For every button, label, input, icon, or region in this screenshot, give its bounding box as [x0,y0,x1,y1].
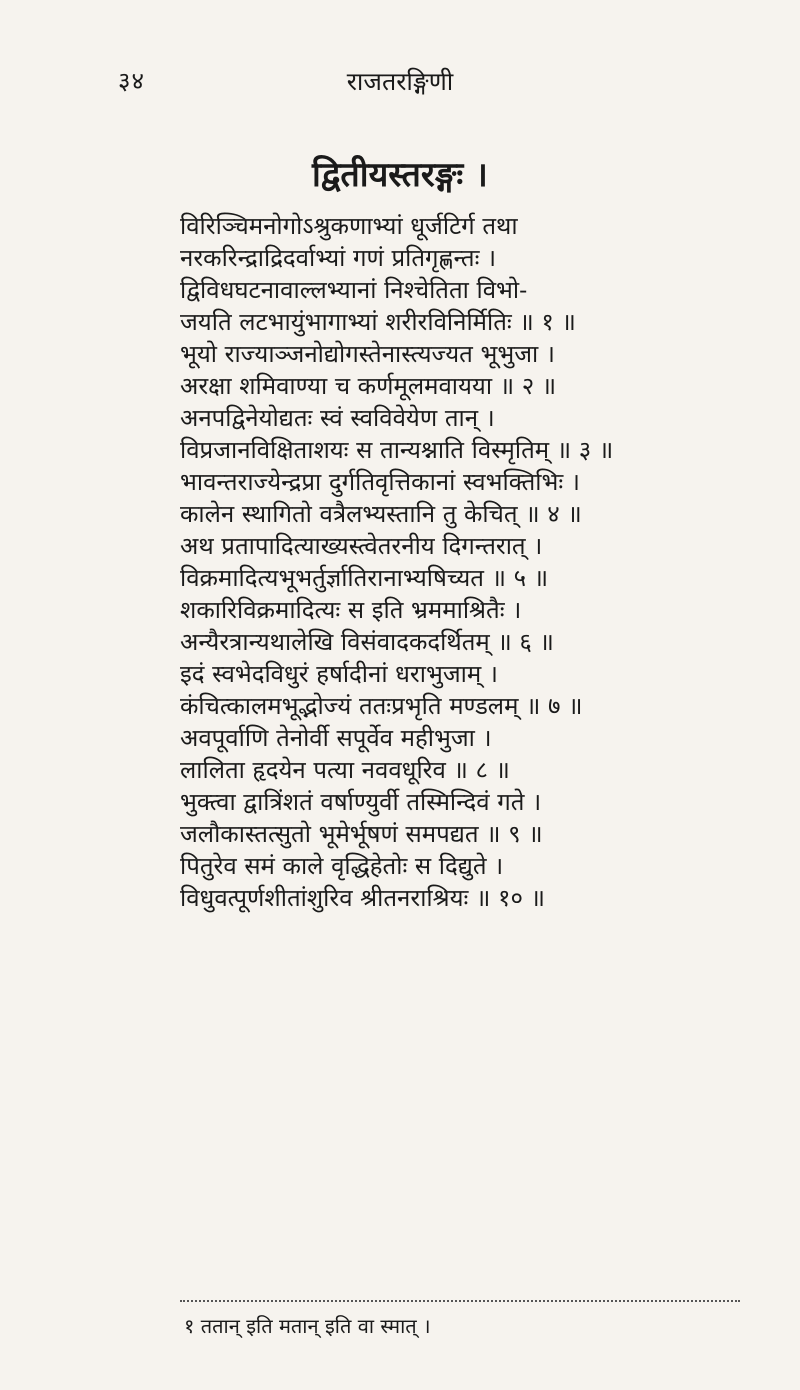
verse-line: लालिता हृदयेन पत्या नववधूरिव ॥ ८ ॥ [180,756,510,784]
verse-line: कालेन स्थागितो वत्रैलभ्यस्तानि तु केचित् ॥ ४ ॥ [180,500,582,528]
verse-line: भूयो राज्याञ्जनोद्योगस्तेनास्त्यज्यत भूभुजा । [180,340,555,368]
verse-line: विक्रमादित्यभूभर्तुर्ज्ञातिरानाभ्यषिच्यत ॥ ५ ॥ [180,564,549,592]
verse-line: अवपूर्वाणि तेनोर्वी सपूर्वेव महीभुजा । [180,724,492,752]
verse-line: जयति लटभायुंभागाभ्यां शरीरविनिर्मितिः ॥ १ ॥ [180,308,576,336]
verse-line: जलौकास्तत्सुतो भूमेर्भूषणं समपद्यत ॥ ९ ॥ [180,820,543,848]
verse-line: नरकरिन्द्राद्रिदर्वाभ्यां गणं प्रतिगृह्णन्तः । [180,244,497,272]
verse-block [180,210,740,914]
verse-line: इदं स्वभेदविधुरं हर्षादीनां धराभुजाम् । [180,660,498,688]
verse-line: पितुरेव समं काले वृद्धिहेतोः स दिद्युते । [180,852,504,880]
footnote: १ ततान् इति मतान् इति वा स्मात् । [184,1314,431,1338]
verse-line: विरिञ्चिमनोगोऽश्रुकणाभ्यां धूर्जटिर्ग तथा [180,212,518,240]
running-head [0,64,800,104]
verse-line: विप्रजानविक्षिताशयः स तान्यश्नाति विस्मृतिम् ॥ ३ ॥ [180,436,614,464]
verse-line: कंचित्कालमभूद्भोज्यं ततःप्रभृति मण्डलम् ॥ ७ ॥ [180,692,583,720]
verse-line: विधुवत्पूर्णशीतांशुरिव श्रीतनराश्रियः ॥ १० ॥ [180,884,545,912]
verse-line: अथ प्रतापादित्याख्यस्त्वेतरनीय दिगन्तरात् । [180,532,543,560]
book-title: राजतरङ्गिणी [346,67,454,96]
footnote-divider [180,1300,740,1302]
page-number: ३४ [118,67,145,95]
verse-line: शकारिविक्रमादित्यः स इति भ्रममाश्रितैः । [180,596,522,624]
verse-line: अन्यैरत्रान्यथालेखि विसंवादकदर्थितम् ॥ ६ ॥ [180,628,554,656]
chapter-heading: द्वितीयस्तरङ्गः । [312,155,488,195]
verse-line: द्विविधघटनावाल्लभ्यानां निश्चेतिता विभो- [180,276,528,304]
verse-line: भावन्तराज्येन्द्रप्रा दुर्गतिवृत्तिकानां स्वभक्तिभिः । [180,468,580,496]
verse-line: भुक्त्वा द्वात्रिंशतं वर्षाण्युर्वी तस्मिन्दिवं गते । [180,788,542,816]
verse-line: अनपद्विनेयोद्यतः स्वं स्वविवेयेण तान् । [180,404,495,432]
verse-line: अरक्षा शमिवाण्या च कर्णमूलमवायया ॥ २ ॥ [180,372,557,400]
